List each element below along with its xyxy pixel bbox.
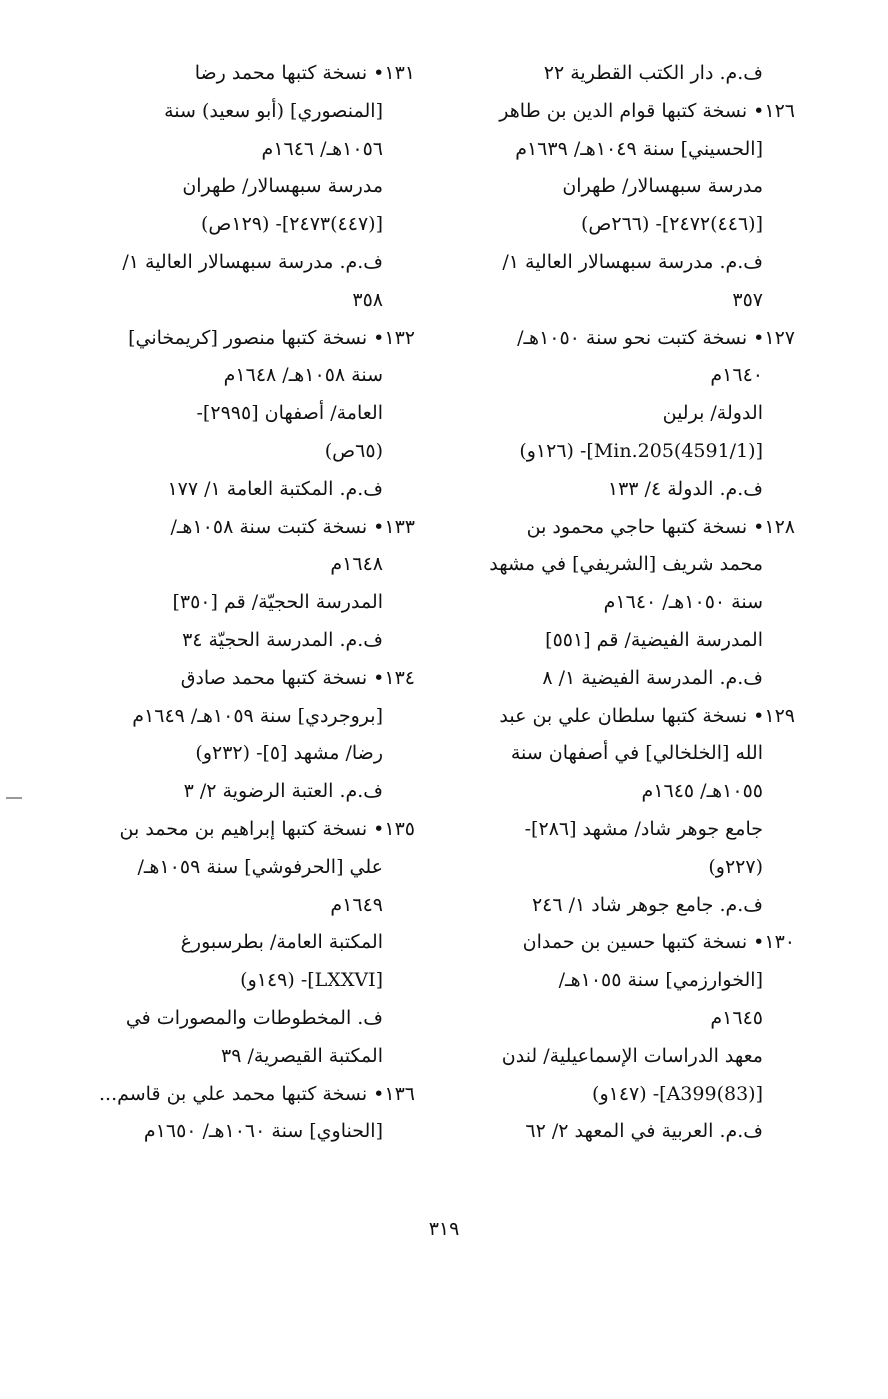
entry-line: ف.م. مدرسة سبهسالار العالية ١/ [122, 250, 383, 273]
entry-line: الدولة/ برلين [662, 402, 763, 425]
entry-line: [المنصوري] (أبو سعيد) سنة [164, 99, 383, 122]
entry-line: ف.م. جامع جوهر شاد ١/ ٢٤٦ [531, 893, 763, 916]
entry-line: [(٤٤٧)٢٤٧٣]- (١٢٩ص) [200, 213, 383, 236]
entry-line: ٣٥٧ [732, 288, 763, 311]
entry-line: جامع جوهر شاد/ مشهد [٢٨٦]- [524, 817, 763, 840]
entry-line: الله [الخلخالي] في أصفهان سنة [510, 742, 763, 765]
entry-line: ف.م. المدرسة الحجيّة ٣٤ [182, 628, 383, 651]
entry-line: (٦٥ص) [324, 439, 383, 462]
entry-line: ١٦٤٠م [710, 364, 763, 387]
entry-line: ف. المخطوطات والمصورات في [125, 1006, 383, 1029]
entry-first-line: ١٣٠• نسخة كتبها حسين بن حمدان [522, 931, 795, 954]
entry-line: ١٦٤٩م [330, 893, 383, 916]
margin-mark [6, 797, 22, 799]
left-column [70, 55, 415, 1151]
entry-line: ف.م. الدولة ٤/ ١٣٣ [607, 477, 763, 500]
entry-first-line: ١٣٤• نسخة كتبها محمد صادق [180, 666, 415, 689]
entry-line: [الخوارزمي] سنة ١٠٥٥هـ/ [558, 969, 763, 992]
entry-line: [الحسيني] سنة ١٠٤٩هـ/ ١٦٣٩م [515, 137, 763, 160]
entry-line: المدرسة الفيضية/ قم [٥٥١] [545, 628, 763, 651]
entry-line: المكتبة العامة/ بطرسبورغ [180, 931, 383, 954]
entry-first-line: ١٣١• نسخة كتبها محمد رضا [194, 62, 415, 84]
entry-line: [LXXVI]- (١٤٩و) [240, 969, 383, 992]
entry-line: معهد الدراسات الإسماعيلية/ لندن [501, 1044, 763, 1067]
entry-line: المدرسة الحجيّة/ قم [٣٥٠] [172, 591, 383, 614]
entry-line: ٣٥٨ [352, 288, 383, 311]
entry-line: سنة ١٠٥٠هـ/ ١٦٤٠م [603, 591, 763, 614]
entry-line: مدرسة سبهسالار/ طهران [562, 175, 763, 198]
entry-line: المكتبة القيصرية/ ٣٩ [221, 1044, 383, 1067]
entry-line: ف.م. العربية في المعهد ٢/ ٦٢ [525, 1120, 763, 1143]
entry-first-line: ١٣٢• نسخة كتبها منصور [كريمخاني] [128, 326, 415, 349]
entry-line: [(83)A399]- (١٤٧و) [592, 1082, 763, 1105]
entry-line: ١٦٤٥م [710, 1006, 763, 1029]
entry-line: [(٤٤٦)٢٤٧٢]- (٢٦٦ص) [580, 213, 763, 236]
entry-line: رضا/ مشهد [٥]- (٢٣٢و) [195, 742, 383, 765]
entry-line: ١٠٥٦هـ/ ١٦٤٦م [261, 137, 383, 160]
entry-first-line: ١٢٧• نسخة كتبت نحو سنة ١٠٥٠هـ/ [517, 326, 795, 349]
entry-line: [بروجردي] سنة ١٠٥٩هـ/ ١٦٤٩م [132, 704, 383, 727]
entry-line: محمد شريف [الشريفي] في مشهد [489, 553, 763, 576]
entry-first-line: ١٣٥• نسخة كتبها إبراهيم بن محمد بن [119, 817, 415, 840]
entry-line: ف.م. العتبة الرضوية ٢/ ٣ [183, 780, 383, 803]
right-column [445, 55, 795, 1151]
entry-line: [(4591/1)Min.205]- (١٢٦و) [519, 439, 763, 462]
entry-line: (٢٢٧و) [708, 855, 763, 878]
entry-line: ف.م. المدرسة الفيضية ١/ ٨ [542, 666, 763, 689]
entry-line: [الحناوي] سنة ١٠٦٠هـ/ ١٦٥٠م [143, 1120, 383, 1143]
entry-first-line: ١٢٦• نسخة كتبها قوام الدين بن طاهر [499, 99, 795, 122]
entry-line: ف.م. المكتبة العامة ١/ ١٧٧ [167, 477, 383, 500]
entry-line: علي [الحرفوشي] سنة ١٠٥٩هـ/ [137, 855, 383, 878]
entry-line: العامة/ أصفهان [٢٩٩٥]- [196, 402, 383, 425]
entry-first-line: ١٣٣• نسخة كتبت سنة ١٠٥٨هـ/ [170, 515, 415, 538]
page-number: ٣١٩ [428, 1218, 460, 1240]
entry-line: مدرسة سبهسالار/ طهران [182, 175, 383, 198]
entry-first-line: ١٢٨• نسخة كتبها حاجي محمود بن [526, 515, 795, 538]
entry-first-line: ١٢٩• نسخة كتبها سلطان علي بن عبد [499, 704, 795, 727]
entry-line: ١٦٤٨م [330, 553, 383, 576]
entry-line: ١٠٥٥هـ/ ١٦٤٥م [641, 780, 763, 803]
entry-line: ف.م. دار الكتب القطرية ٢٢ [543, 62, 763, 84]
entry-line: ف.م. مدرسة سبهسالار العالية ١/ [502, 250, 763, 273]
entry-first-line: ١٣٦• نسخة كتبها محمد علي بن قاسم... [99, 1082, 415, 1105]
entry-line: سنة ١٠٥٨هـ/ ١٦٤٨م [223, 364, 383, 387]
